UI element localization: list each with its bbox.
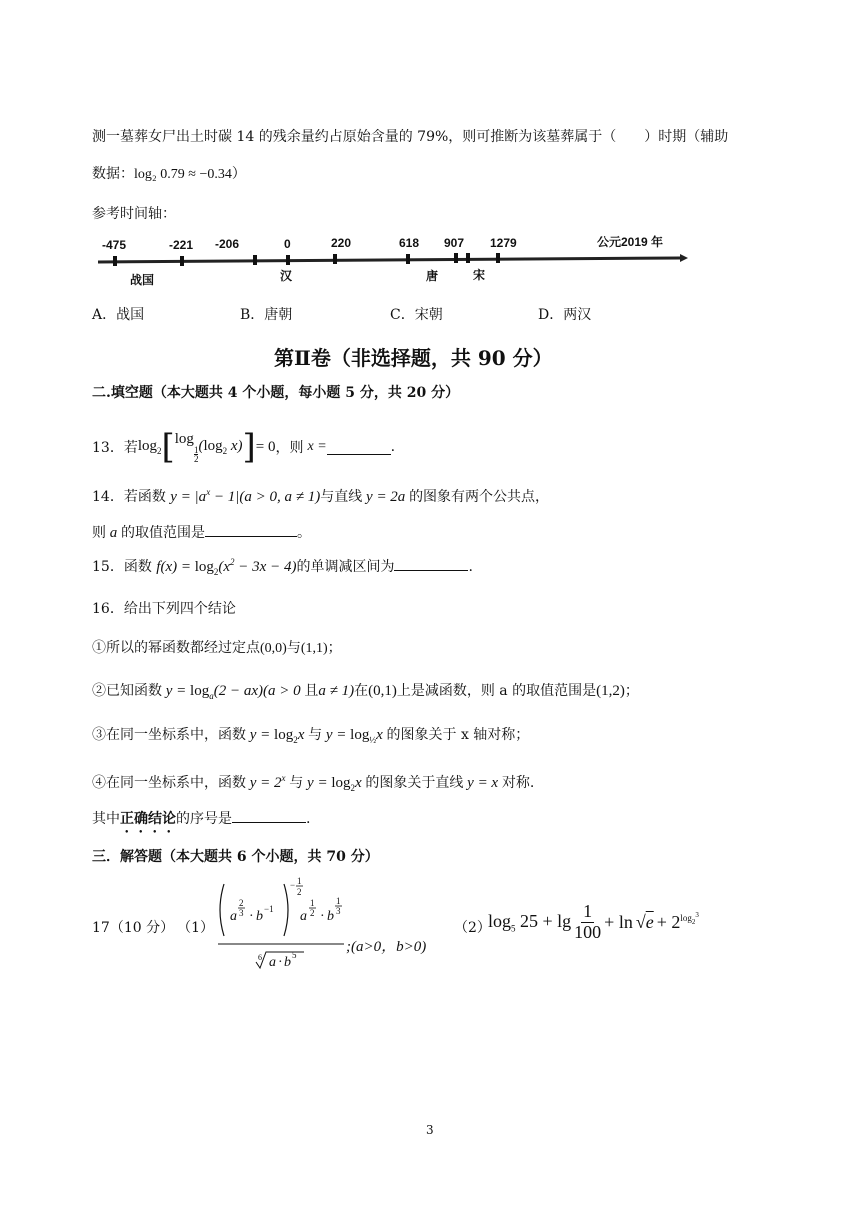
timeline-arrow [680, 254, 688, 262]
era-label: 宋 [473, 268, 486, 282]
year-label: -475 [102, 238, 127, 252]
q17-part2-label: （2） [454, 920, 491, 936]
year-label: 907 [444, 236, 465, 250]
answer-blank[interactable] [394, 556, 468, 571]
q13: 13． 若 $\log_2$ [ log $_{\frac{1}{2}}$ ($\log_2$ x) ] = 0 ，则 x = . [92, 427, 396, 467]
svg-text:2: 2 [239, 898, 244, 908]
year-label: -221 [169, 238, 194, 252]
q14-line1: 14．若函数 $y = |a^x - 1|(a > 0$, a ≠ 1)与直线 y = 2a 的图象有两个公共点， [92, 487, 550, 505]
page-number: 3 [426, 1123, 434, 1137]
q17-condition: ;(a>0，b>0) [346, 939, 427, 955]
svg-text:a: a [269, 955, 276, 970]
q16-statement-2: ②已知函数 $y = \log_a(2 - ax)(a > 0$ 且a ≠ 1)在(0,1)上是减函数，则 a 的取值范围是(1,2)； [92, 683, 639, 701]
year-label: 0 [284, 237, 291, 251]
svg-text:3: 3 [239, 908, 244, 918]
year-label: 1279 [490, 236, 517, 250]
svg-text:5: 5 [292, 950, 297, 960]
section2-title: 第Ⅱ卷（非选择题，共 90 分） [274, 346, 553, 370]
answer-blank[interactable] [205, 522, 297, 537]
aux-formula: log₂ 0.79 ≈ −0.34 [134, 167, 232, 182]
svg-text:2: 2 [297, 887, 302, 897]
q16-intro: 16．给出下列四个结论 [92, 601, 236, 617]
answer-blank[interactable] [327, 440, 391, 455]
svg-text:a: a [230, 909, 237, 924]
svg-text:−1: −1 [264, 904, 274, 914]
q16-statement-4: ④在同一坐标系中，函数 $y = 2^x$ 与 $y = \log_2x$ 的图象关于直线 y = x 对称. [92, 773, 535, 793]
q15: 15．函数 $f(x) = \log_2(x^2 - 3x - 4)$的单调减区间为 . [92, 557, 473, 577]
svg-text:b: b [327, 909, 334, 924]
year-label: 618 [399, 236, 420, 250]
reference-timeline [90, 232, 690, 290]
svg-text:b: b [284, 955, 291, 970]
timeline-label: 参考时间轴： [92, 206, 176, 222]
q12-line1: 测一墓葬女尸出土时碳 14 的残余量约占原始含量的 79%，则可推断为该墓葬属于（ ）时期（辅助 [92, 129, 729, 145]
year-label: -206 [215, 237, 240, 251]
era-label: 汉 [280, 269, 293, 283]
svg-text:3: 3 [336, 906, 341, 916]
section3-title: 三．解答题（本大题共 6 个小题，共 70 分） [92, 849, 379, 865]
year-label: 220 [331, 236, 352, 250]
timeline-axis [98, 258, 680, 262]
year-label: 公元2019 年 [597, 235, 664, 249]
svg-text:1: 1 [336, 896, 341, 906]
svg-text:·: · [249, 909, 254, 924]
option-d: D．两汉 [538, 307, 592, 323]
q17-part2-expression: $\log_5 25 + \lg$ $\frac{1}{100}$ + ln √e + $2^{log_2^3}$ [488, 901, 699, 942]
q14-line2: 则 a 的取值范围是 。 [92, 522, 311, 542]
q16-statement-1: ①所以的幂函数都经过定点(0,0)与(1,1)； [92, 640, 342, 656]
era-label: 战国 [130, 273, 155, 287]
option-c: C．宋朝 [390, 307, 443, 323]
answer-blank[interactable] [232, 808, 306, 823]
svg-text:a: a [300, 909, 307, 924]
svg-text:2: 2 [310, 908, 315, 918]
svg-text:·: · [320, 909, 325, 924]
svg-text:·: · [278, 955, 283, 970]
option-a: A．战国 [92, 307, 145, 323]
svg-text:6: 6 [258, 953, 262, 962]
q12-line2: 数据：log₂ 0.79 ≈ −0.34） [92, 166, 246, 182]
q17-label: 17（10 分） （1） [92, 920, 215, 936]
q16-conclusion: 其中正确结论的序号是 . [92, 808, 310, 836]
option-b: B．唐朝 [240, 307, 293, 323]
q17-part1-expression [212, 874, 452, 974]
svg-text:−: − [290, 880, 296, 890]
svg-text:1: 1 [297, 876, 302, 886]
q16-statement-3: ③在同一坐标系中，函数 $y = \log_2x$ 与 $y = \log_{\frac{1}{2}}x$ 的图象关于 x 轴对称； [92, 727, 530, 745]
fill-blank-title: 二.填空题（本大题共 4 个小题，每小题 5 分，共 20 分） [92, 385, 460, 401]
era-label: 唐 [426, 269, 439, 283]
svg-text:b: b [256, 909, 263, 924]
svg-text:1: 1 [310, 898, 315, 908]
